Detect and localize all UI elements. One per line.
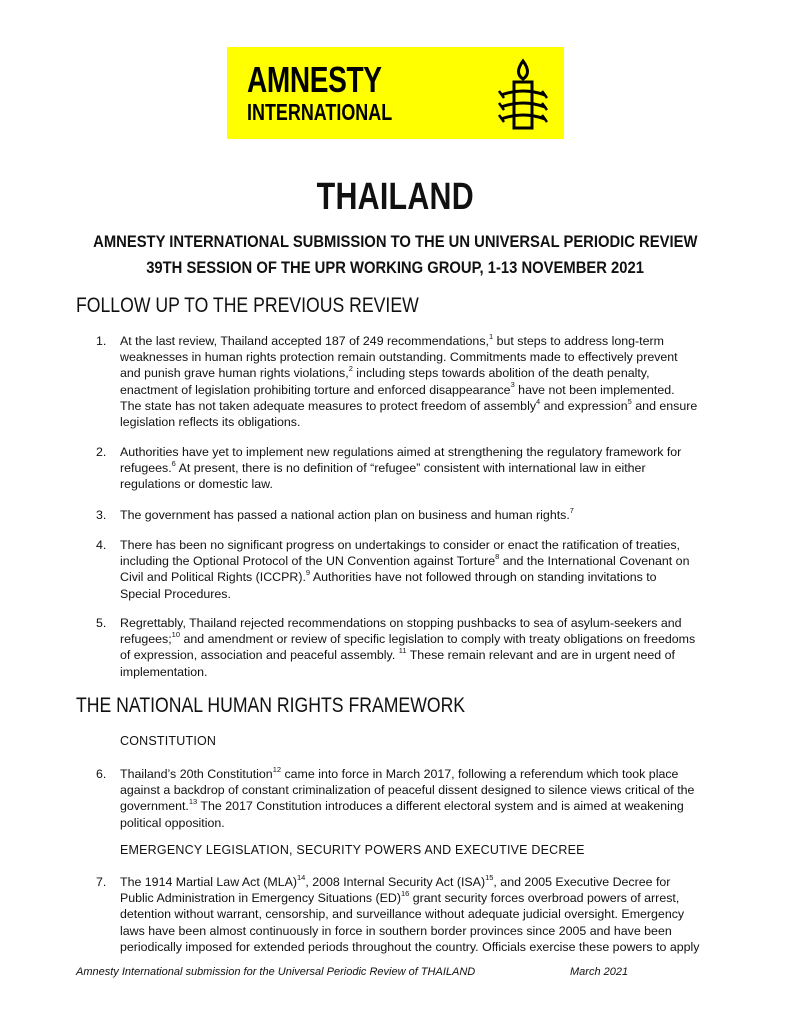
- paragraph-number: 6.: [96, 767, 107, 781]
- paragraph-body: [120, 507, 716, 523]
- logo-line-1: AMNESTY: [247, 59, 382, 100]
- paragraph-body: [120, 874, 716, 955]
- subtitle-line-2: 39TH SESSION OF THE UPR WORKING GROUP, 1-13 NOVEMBER 2021: [146, 258, 645, 277]
- paragraph-number: 1.: [96, 334, 107, 348]
- footnote-reference[interactable]: 13: [188, 797, 198, 807]
- logo-line-2: INTERNATIONAL: [247, 99, 393, 125]
- footnote-reference[interactable]: 1: [488, 331, 494, 341]
- footnote-reference[interactable]: 7: [569, 505, 574, 515]
- paragraph-line: and punish grave human rights violations,$^2$ including steps towards abolition of the death penalty,: [120, 364, 650, 381]
- footer-date: March 2021: [570, 966, 629, 978]
- footnote-reference[interactable]: 10: [171, 630, 181, 640]
- paragraph-line: including the Optional Protocol of the UN Convention against Torture$^8$ and the International Covenant on: [120, 552, 690, 569]
- footnote-reference[interactable]: 6: [171, 459, 176, 469]
- footnote-reference[interactable]: 16: [400, 889, 410, 899]
- paragraph-line: political opposition.: [120, 815, 225, 830]
- footnote-reference[interactable]: 8: [495, 552, 500, 562]
- logo-wordmark: [247, 59, 393, 125]
- paragraph-line: government.$^{13}$ The 2017 Constitution introduces a different electoral system and is aimed at weakening: [120, 797, 684, 814]
- subheading-constitution: CONSTITUTION: [120, 734, 217, 748]
- candle-barbed-wire-icon: [495, 57, 551, 131]
- paragraph-body: [120, 615, 716, 680]
- footnote-reference[interactable]: 11: [398, 646, 407, 656]
- subheading-emergency-legislation: EMERGENCY LEGISLATION, SECURITY POWERS AND EXECUTIVE DECREE: [120, 843, 585, 857]
- section-heading-framework: THE NATIONAL HUMAN RIGHTS FRAMEWORK: [76, 694, 466, 717]
- footer-document-name: Amnesty International submission for the Universal Periodic Review of THAILAND: [76, 966, 476, 978]
- paragraph-line: against a backdrop of constant criminalization of peaceful dissent designed to silence views critical of the: [120, 783, 695, 798]
- paragraph-line: Public Administration in Emergency Situations (ED)$^{16}$ grant security forces overbroad powers of arrest,: [120, 889, 680, 906]
- paragraph-number: 4.: [96, 538, 107, 552]
- paragraph-line: implementation.: [120, 664, 208, 679]
- paragraph-line: legislation reflects its obligations.: [120, 415, 301, 430]
- paragraph-line: weaknesses in human rights protection remain outstanding. Commitments made to effectively prevent: [120, 350, 678, 365]
- footnote-reference[interactable]: 15: [485, 872, 494, 882]
- paragraph-line: Civil and Political Rights (ICCPR).$^9$ Authorities have not followed through on standing invitations to: [120, 568, 657, 585]
- footnote-reference[interactable]: 4: [536, 396, 541, 406]
- paragraph-line: At the last review, Thailand accepted 187 of 249 recommendations,$^1$ but steps to address long-term: [120, 331, 664, 348]
- paragraph-line: The state has not taken adequate measures to protect freedom of assembly$^4$ and expression$^5$ and ensure: [120, 396, 698, 413]
- footnote-reference[interactable]: 9: [305, 568, 311, 578]
- paragraph-line: periodically imposed for extended periods throughout the country. Officials exercise these powers to apply: [120, 939, 700, 954]
- section-heading-follow-up: FOLLOW UP TO THE PREVIOUS REVIEW: [76, 294, 419, 317]
- footnote-reference[interactable]: 2: [348, 364, 353, 374]
- footnote-reference[interactable]: 3: [510, 380, 515, 390]
- paragraph-line: Special Procedures.: [120, 586, 231, 601]
- amnesty-logo: [227, 47, 564, 139]
- paragraph-line: laws have been almost continuously in force in southern border provinces since 2005 and have been: [120, 923, 672, 938]
- paragraph-body: [120, 766, 716, 831]
- paragraph-line: There has been no significant progress on undertakings to consider or enact the ratification of treaties,: [120, 538, 680, 552]
- paragraph-line: Thailand’s 20th Constitution$^{12}$ came into force in March 2017, following a referendum which took place: [120, 764, 679, 781]
- paragraph-body: [120, 333, 716, 430]
- paragraph-body: [120, 537, 716, 602]
- paragraph-line: detention without warrant, censorship, and surveillance without adequate judicial oversight. Emergency: [120, 907, 685, 922]
- footnote-reference[interactable]: 14: [296, 872, 306, 882]
- subtitle-line-1: AMNESTY INTERNATIONAL SUBMISSION TO THE UN UNIVERSAL PERIODIC REVIEW: [93, 232, 698, 251]
- paragraph-number: 7.: [96, 875, 107, 889]
- paragraph-line: Regrettably, Thailand rejected recommendations on stopping pushbacks to sea of asylum-seekers and: [120, 616, 682, 630]
- paragraph-number: 5.: [96, 616, 107, 630]
- paragraph-body: [120, 444, 716, 493]
- paragraph-line: Authorities have yet to implement new regulations aimed at strengthening the regulatory framework for: [120, 445, 682, 459]
- footnote-reference[interactable]: 5: [627, 396, 632, 406]
- paragraph-line: The 1914 Martial Law Act (MLA)$^{14}$, 2008 Internal Security Act (ISA)$^{15}$, and 2005 Executive Decree for: [120, 872, 671, 889]
- paragraph-line: of expression, association and peaceful assembly. $^{11}$ These remain relevant and are in urgent need of: [120, 646, 675, 663]
- paragraph-line: The government has passed a national action plan on business and human rights.$^7$: [120, 505, 574, 522]
- paragraph-number: 2.: [96, 445, 107, 459]
- paragraph-number: 3.: [96, 508, 107, 522]
- paragraph-line: enactment of legislation prohibiting torture and enforced disappearance$^3$ have not been implemented.: [120, 380, 675, 397]
- document-title: THAILAND: [316, 176, 475, 218]
- paragraph-line: regulations or domestic law.: [120, 477, 273, 492]
- paragraph-line: refugees;$^{10}$ and amendment or review of specific legislation to comply with treaty obligations on freedoms: [120, 630, 696, 647]
- paragraph-line: refugees.$^6$ At present, there is no definition of “refugee” consistent with international law in either: [120, 459, 646, 476]
- footnote-reference[interactable]: 12: [272, 764, 282, 774]
